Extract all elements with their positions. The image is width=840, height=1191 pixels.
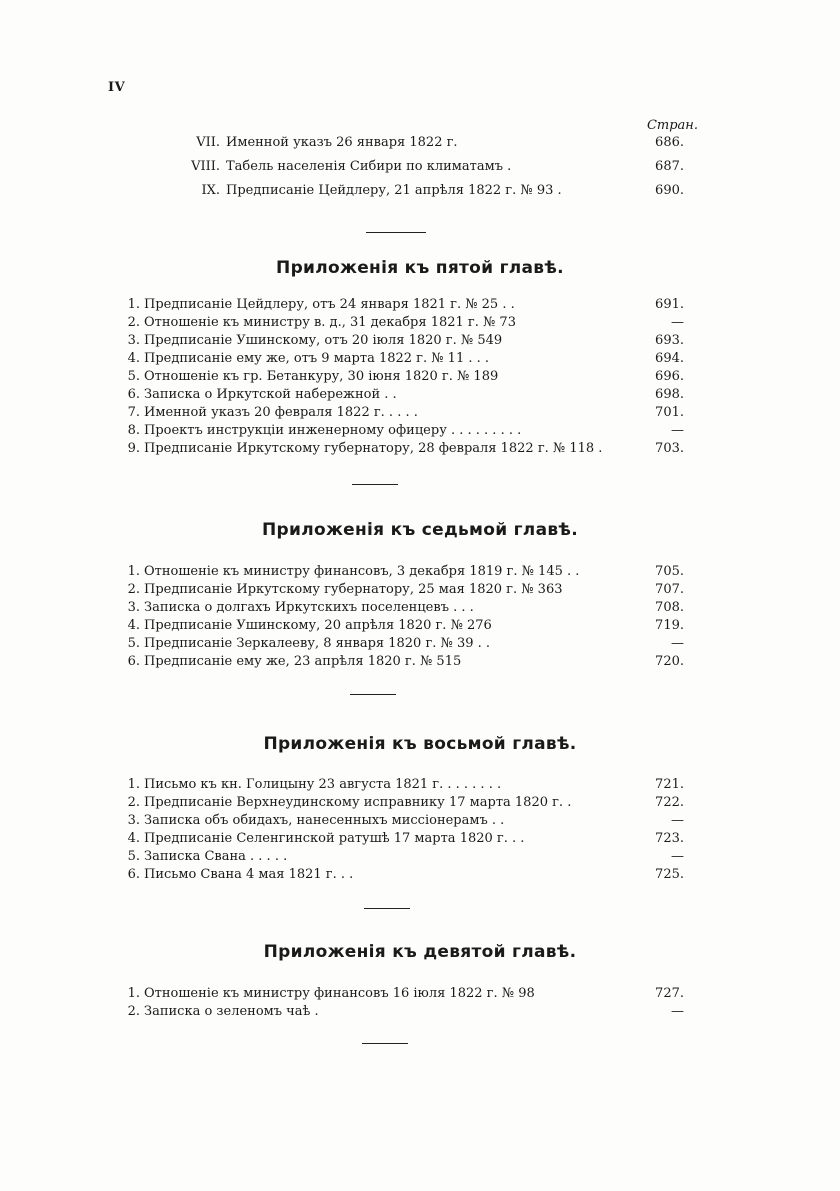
entry-page: 694.: [655, 351, 684, 366]
entry-number: 7.: [127, 405, 140, 420]
entry-page: 707.: [655, 582, 684, 597]
entry-number: 6.: [127, 654, 140, 669]
toc-entry: [126, 617, 684, 635]
entry-title: Предписаніе Ушинскому, отъ 20 іюля 1820 г. № 549: [144, 333, 503, 348]
entry-title: Предписаніе ему же, 23 апрѣля 1820 г. № 515: [144, 654, 462, 669]
entry-title: Записка о Иркутской набережной . .: [144, 387, 397, 402]
entry-page: 696.: [655, 369, 684, 384]
entry-number: 2.: [127, 582, 140, 597]
entry-title: Предписаніе Иркутскому губернатору, 28 февраля 1822 г. № 118 .: [144, 441, 603, 456]
entry-number: 5.: [127, 849, 140, 864]
entry-number: 3.: [127, 600, 140, 615]
entry-number: 1.: [127, 564, 140, 579]
entry-page: 693.: [655, 333, 684, 348]
entry-title: Предписаніе Цейдлеру, отъ 24 января 1821 г. № 25 . .: [144, 297, 515, 312]
entry-title: Табель населенія Сибири по климатамъ .: [226, 159, 512, 174]
toc-entry: [126, 422, 684, 440]
entry-page: 690.: [655, 183, 684, 198]
entry-page: 691.: [655, 297, 684, 312]
entry-number: IX.: [201, 183, 220, 198]
entry-number: 2.: [127, 315, 140, 330]
page-number: IV: [108, 80, 126, 95]
entry-number: 8.: [127, 423, 140, 438]
section-divider: [350, 694, 396, 695]
section-divider: [352, 484, 398, 485]
entry-page: 723.: [655, 831, 684, 846]
entry-page: 708.: [655, 600, 684, 615]
entry-page: 725.: [655, 867, 684, 882]
entry-page: 727.: [655, 986, 684, 1001]
entry-title: Записка о зеленомъ чаѣ .: [144, 1004, 319, 1019]
toc-entry: [126, 314, 684, 332]
entry-number: 9.: [127, 441, 140, 456]
entry-title: Проектъ инструкціи инженерному офицеру . . . . . . . . .: [144, 423, 522, 438]
entry-number: VII.: [196, 135, 220, 150]
toc-entry: [126, 848, 684, 866]
entry-page: 687.: [655, 159, 684, 174]
entry-title: Именной указъ 26 января 1822 г.: [226, 135, 458, 150]
toc-entry: [126, 296, 684, 314]
toc-entry: [126, 1003, 684, 1021]
entry-page: —: [671, 423, 684, 438]
section-divider: [362, 1043, 408, 1044]
entry-title: Предписаніе Селенгинской ратушѣ 17 марта 1820 г. . .: [144, 831, 525, 846]
toc-entry: [126, 563, 684, 581]
entry-page: —: [671, 315, 684, 330]
entry-title: Письмо Свана 4 мая 1821 г. . .: [144, 867, 354, 882]
entry-number: 1.: [127, 777, 140, 792]
entry-title: Именной указъ 20 февраля 1822 г. . . . .: [144, 405, 418, 420]
entry-number: 3.: [127, 813, 140, 828]
entry-title: Отношеніе къ гр. Бетанкуру, 30 іюня 1820 г. № 189: [144, 369, 499, 384]
entry-title: Отношеніе къ министру финансовъ 16 іюля 1822 г. № 98: [144, 986, 535, 1001]
entry-number: 6.: [127, 867, 140, 882]
entry-title: Предписаніе Зеркалееву, 8 января 1820 г. № 39 . .: [144, 636, 491, 651]
entry-page: 705.: [655, 564, 684, 579]
section-heading: Приложенія къ девятой главѣ.: [263, 942, 577, 962]
entry-number: VIII.: [191, 159, 220, 174]
toc-entry: [126, 794, 684, 812]
entry-number: 3.: [127, 333, 140, 348]
toc-entry: [126, 440, 684, 458]
entry-page: 720.: [655, 654, 684, 669]
toc-entry: [126, 812, 684, 830]
entry-number: 6.: [127, 387, 140, 402]
toc-entry: [126, 332, 684, 350]
toc-entry: [126, 404, 684, 422]
section-heading: Приложенія къ седьмой главѣ.: [262, 520, 578, 540]
entry-title: Предписаніе Цейдлеру, 21 апрѣля 1822 г. № 93 .: [226, 183, 562, 198]
entry-number: 4.: [127, 351, 140, 366]
entry-title: Предписаніе Иркутскому губернатору, 25 мая 1820 г. № 363: [144, 582, 563, 597]
entry-title: Записка объ обидахъ, нанесенныхъ миссіонерамъ . .: [144, 813, 505, 828]
toc-entry: [126, 866, 684, 884]
section-divider: [364, 908, 410, 909]
entry-title: Предписаніе Верхнеудинскому исправнику 17 марта 1820 г. .: [144, 795, 572, 810]
toc-entry: [126, 368, 684, 386]
toc-entry: [190, 158, 684, 176]
entry-page: 721.: [655, 777, 684, 792]
entry-number: 1.: [127, 297, 140, 312]
section-heading: Приложенія къ пятой главѣ.: [276, 258, 564, 278]
entry-number: 1.: [127, 986, 140, 1001]
toc-entry: [126, 776, 684, 794]
toc-entry: [126, 635, 684, 653]
entry-page: —: [671, 1004, 684, 1019]
entry-title: Отношеніе къ министру финансовъ, 3 декабря 1819 г. № 145 . .: [144, 564, 580, 579]
entry-page: 701.: [655, 405, 684, 420]
entry-number: 2.: [127, 795, 140, 810]
entry-page: 719.: [655, 618, 684, 633]
entry-title: Отношеніе къ министру в. д., 31 декабря 1821 г. № 73: [144, 315, 516, 330]
toc-entry: [126, 599, 684, 617]
toc-entry: [190, 134, 684, 152]
entry-number: 5.: [127, 636, 140, 651]
toc-entry: [126, 386, 684, 404]
section-divider: [366, 232, 426, 233]
toc-entry: [190, 182, 684, 200]
toc-entry: [126, 653, 684, 671]
entry-page: 698.: [655, 387, 684, 402]
entry-number: 2.: [127, 1004, 140, 1019]
entry-page: —: [671, 813, 684, 828]
entry-page: —: [671, 849, 684, 864]
toc-entry: [126, 581, 684, 599]
entry-title: Записка Свана . . . . .: [144, 849, 288, 864]
toc-entry: [126, 985, 684, 1003]
entry-number: 4.: [127, 618, 140, 633]
toc-entry: [126, 350, 684, 368]
entry-title: Предписаніе Ушинскому, 20 апрѣля 1820 г. № 276: [144, 618, 492, 633]
entry-page: 722.: [655, 795, 684, 810]
page-column-header: Стран.: [646, 118, 698, 133]
entry-number: 5.: [127, 369, 140, 384]
toc-entry: [126, 830, 684, 848]
entry-page: —: [671, 636, 684, 651]
entry-number: 4.: [127, 831, 140, 846]
section-heading: Приложенія къ восьмой главѣ.: [263, 734, 577, 754]
entry-page: 703.: [655, 441, 684, 456]
entry-title: Предписаніе ему же, отъ 9 марта 1822 г. № 11 . . .: [144, 351, 490, 366]
entry-title: Записка о долгахъ Иркутскихъ поселенцевъ . . .: [144, 600, 474, 615]
entry-page: 686.: [655, 135, 684, 150]
entry-title: Письмо къ кн. Голицыну 23 августа 1821 г. . . . . . . .: [144, 777, 502, 792]
